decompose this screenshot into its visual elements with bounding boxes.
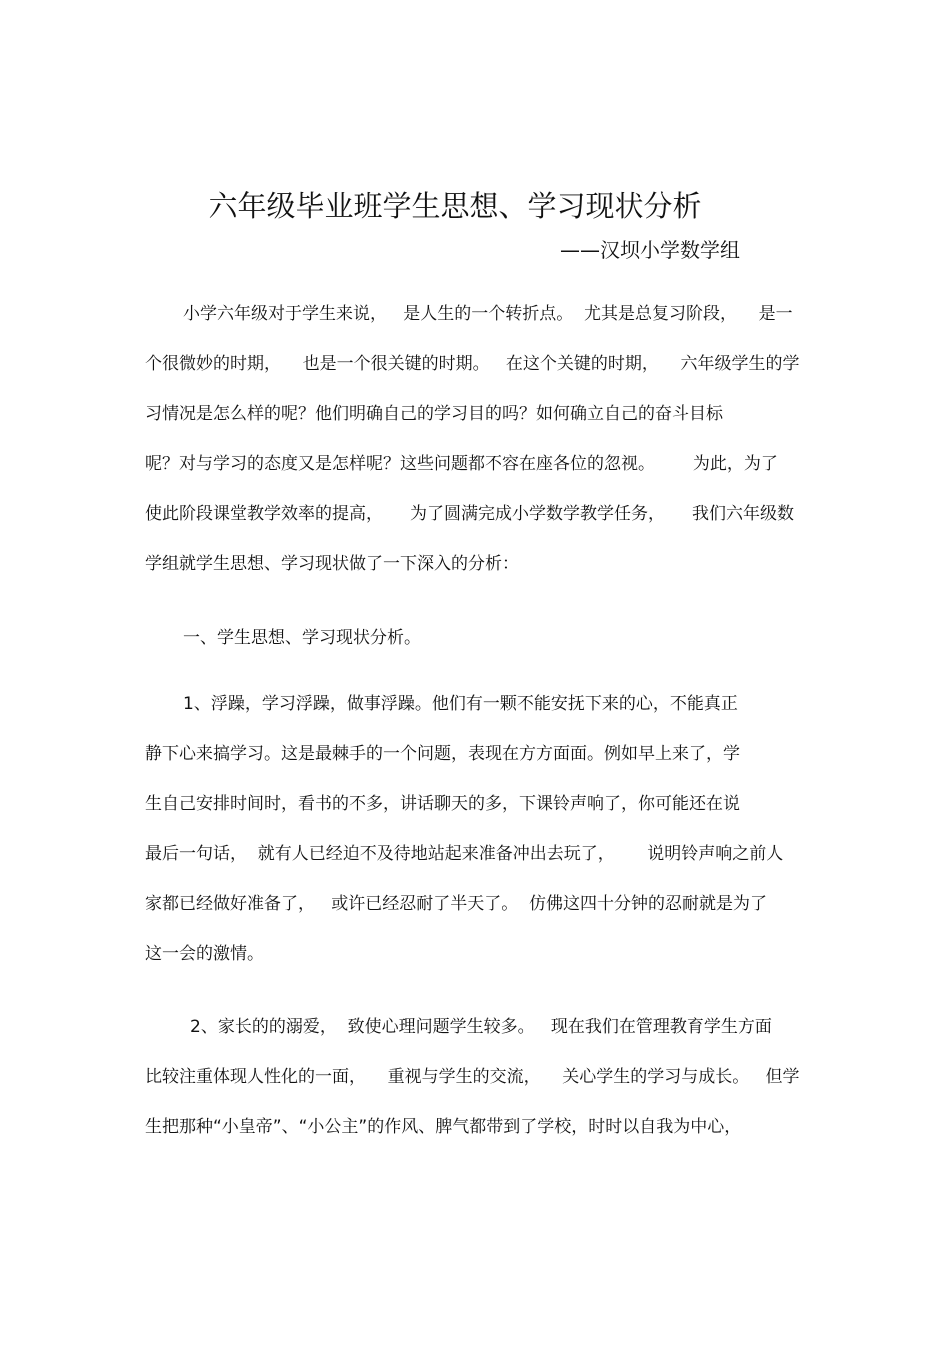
- paragraph-line: 家都已经做好准备了， 或许已经忍耐了半天了。 仿佛这四十分钟的忍耐就是为了: [145, 894, 768, 914]
- paragraph-line: 2、家长的的溺爱， 致使心理问题学生较多。 现在我们在管理教育学生方面: [190, 1017, 772, 1037]
- paragraph-line: 学组就学生思想、学习现状做了一下深入的分析：: [145, 554, 519, 574]
- paragraph-line: 这一会的激情。: [145, 944, 264, 964]
- section-heading: 一、学生思想、学习现状分析。: [183, 628, 421, 648]
- paragraph-line: 使此阶段课堂教学效率的提高， 为了圆满完成小学数学教学任务， 我们六年级数: [145, 504, 795, 524]
- paragraph-line: 1、浮躁，学习浮躁，做事浮躁。他们有一颗不能安抚下来的心，不能真正: [183, 694, 738, 714]
- document-title: 六年级毕业班学生思想、学习现状分析: [208, 189, 702, 223]
- document-subtitle: ——汉坝小学数学组: [560, 238, 740, 262]
- paragraph-line: 生自己安排时间时，看书的不多，讲话聊天的多，下课铃声响了，你可能还在说: [145, 794, 740, 814]
- paragraph-line: 呢？对与学习的态度又是怎样呢？这些问题都不容在座各位的忽视。 为此，为了: [145, 454, 778, 474]
- paragraph-line: 习情况是怎么样的呢？他们明确自己的学习目的吗？如何确立自己的奋斗目标: [145, 404, 723, 424]
- paragraph-line: 最后一句话， 就有人已经迫不及待地站起来准备冲出去玩了， 说明铃声响之前人: [145, 844, 784, 864]
- paragraph-line: 生把那种“小皇帝”、“小公主”的作风、脾气都带到了学校，时时以自我为中心，: [145, 1117, 742, 1137]
- paragraph-line: 静下心来搞学习。这是最棘手的一个问题，表现在方方面面。例如早上来了，学: [145, 744, 740, 764]
- paragraph-line: 比较注重体现人性化的一面， 重视与学生的交流， 关心学生的学习与成长。 但学: [145, 1067, 800, 1087]
- paragraph-line: 个很微妙的时期， 也是一个很关键的时期。 在这个关键的时期， 六年级学生的学: [145, 354, 800, 374]
- paragraph-line: 小学六年级对于学生来说， 是人生的一个转折点。 尤其是总复习阶段， 是一: [183, 304, 793, 324]
